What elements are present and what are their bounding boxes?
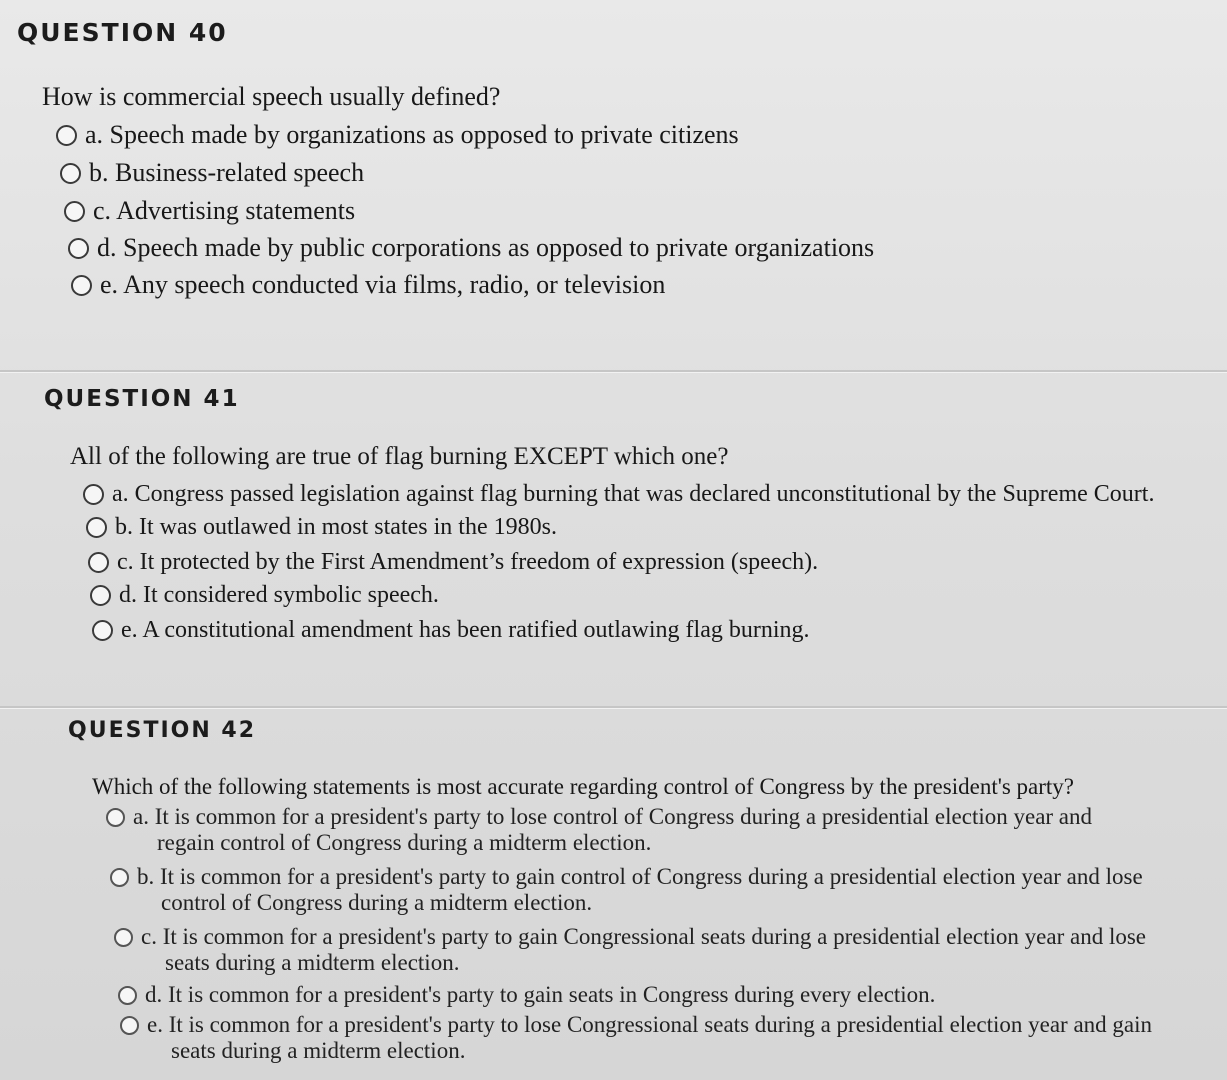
answer-option-a[interactable] xyxy=(56,120,739,150)
option-label: c. It protected by the First Amendment’s freedom of expression (speech). xyxy=(117,549,819,575)
question-prompt: How is commercial speech usually defined? xyxy=(42,82,501,111)
answer-option-c[interactable] xyxy=(114,924,1146,976)
option-label: b. Business-related speech xyxy=(89,158,365,187)
question-prompt: All of the following are true of flag burning EXCEPT which one? xyxy=(70,443,729,470)
radio-button[interactable] xyxy=(71,275,92,296)
radio-button[interactable] xyxy=(64,201,85,222)
answer-option-e[interactable] xyxy=(92,615,810,645)
option-label: e. It is common for a president's party to lose Congressional seats during a presidential election year and gain seats during a midterm election. xyxy=(147,1012,1153,1063)
radio-button[interactable] xyxy=(86,517,107,538)
answer-option-e[interactable] xyxy=(120,1012,1152,1064)
option-label: d. It considered symbolic speech. xyxy=(119,582,439,608)
option-label: b. It was outlawed in most states in the 1980s. xyxy=(115,514,557,540)
answer-option-a[interactable] xyxy=(83,479,1154,509)
answer-option-b[interactable] xyxy=(110,864,1143,916)
option-label: b. It is common for a president's party to gain control of Congress during a presidential election year and lose control of Congress during a midterm election. xyxy=(137,864,1143,915)
option-label: d. Speech made by public corporations as opposed to private organizations xyxy=(97,233,875,262)
radio-button[interactable] xyxy=(90,585,111,606)
option-label: e. A constitutional amendment has been ratified outlawing flag burning. xyxy=(121,617,810,643)
radio-button[interactable] xyxy=(120,1016,139,1035)
radio-button[interactable] xyxy=(56,125,77,146)
radio-button[interactable] xyxy=(83,484,104,505)
option-label: a. Speech made by organizations as opposed to private citizens xyxy=(85,120,739,149)
answer-option-e[interactable] xyxy=(71,270,665,300)
question-prompt: Which of the following statements is most accurate regarding control of Congress by the president's party? xyxy=(92,774,1075,799)
answer-option-c[interactable] xyxy=(88,547,818,577)
radio-button[interactable] xyxy=(92,620,113,641)
question-42 xyxy=(0,708,1227,1080)
answer-option-b[interactable] xyxy=(60,158,364,188)
radio-button[interactable] xyxy=(60,163,81,184)
option-label: a. Congress passed legislation against flag burning that was declared unconstitutional by the Supreme Court. xyxy=(112,481,1155,507)
answer-option-d[interactable] xyxy=(90,580,439,610)
question-40 xyxy=(0,0,1227,370)
radio-button[interactable] xyxy=(118,986,137,1005)
radio-button[interactable] xyxy=(110,868,129,887)
question-heading: QUESTION 42 xyxy=(68,718,257,743)
option-label: d. It is common for a president's party to gain seats in Congress during every election. xyxy=(145,982,936,1007)
option-label: a. It is common for a president's party to lose control of Congress during a presidential election year and regain control of Congress during a midterm election. xyxy=(133,804,1093,855)
option-label: e. Any speech conducted via films, radio, or television xyxy=(100,270,666,299)
question-heading: QUESTION 40 xyxy=(17,18,228,47)
answer-option-a[interactable] xyxy=(106,804,1092,856)
radio-button[interactable] xyxy=(88,552,109,573)
radio-button[interactable] xyxy=(106,808,125,827)
radio-button[interactable] xyxy=(114,928,133,947)
answer-option-c[interactable] xyxy=(64,196,355,226)
question-41 xyxy=(0,372,1227,706)
answer-option-d[interactable] xyxy=(68,233,874,263)
option-label: c. It is common for a president's party to gain Congressional seats during a presidential election year and lose seats during a midterm election. xyxy=(141,924,1147,975)
answer-option-b[interactable] xyxy=(86,512,557,542)
question-heading: QUESTION 41 xyxy=(44,386,240,412)
answer-option-d[interactable] xyxy=(118,982,935,1008)
radio-button[interactable] xyxy=(68,238,89,259)
option-label: c. Advertising statements xyxy=(93,196,356,225)
